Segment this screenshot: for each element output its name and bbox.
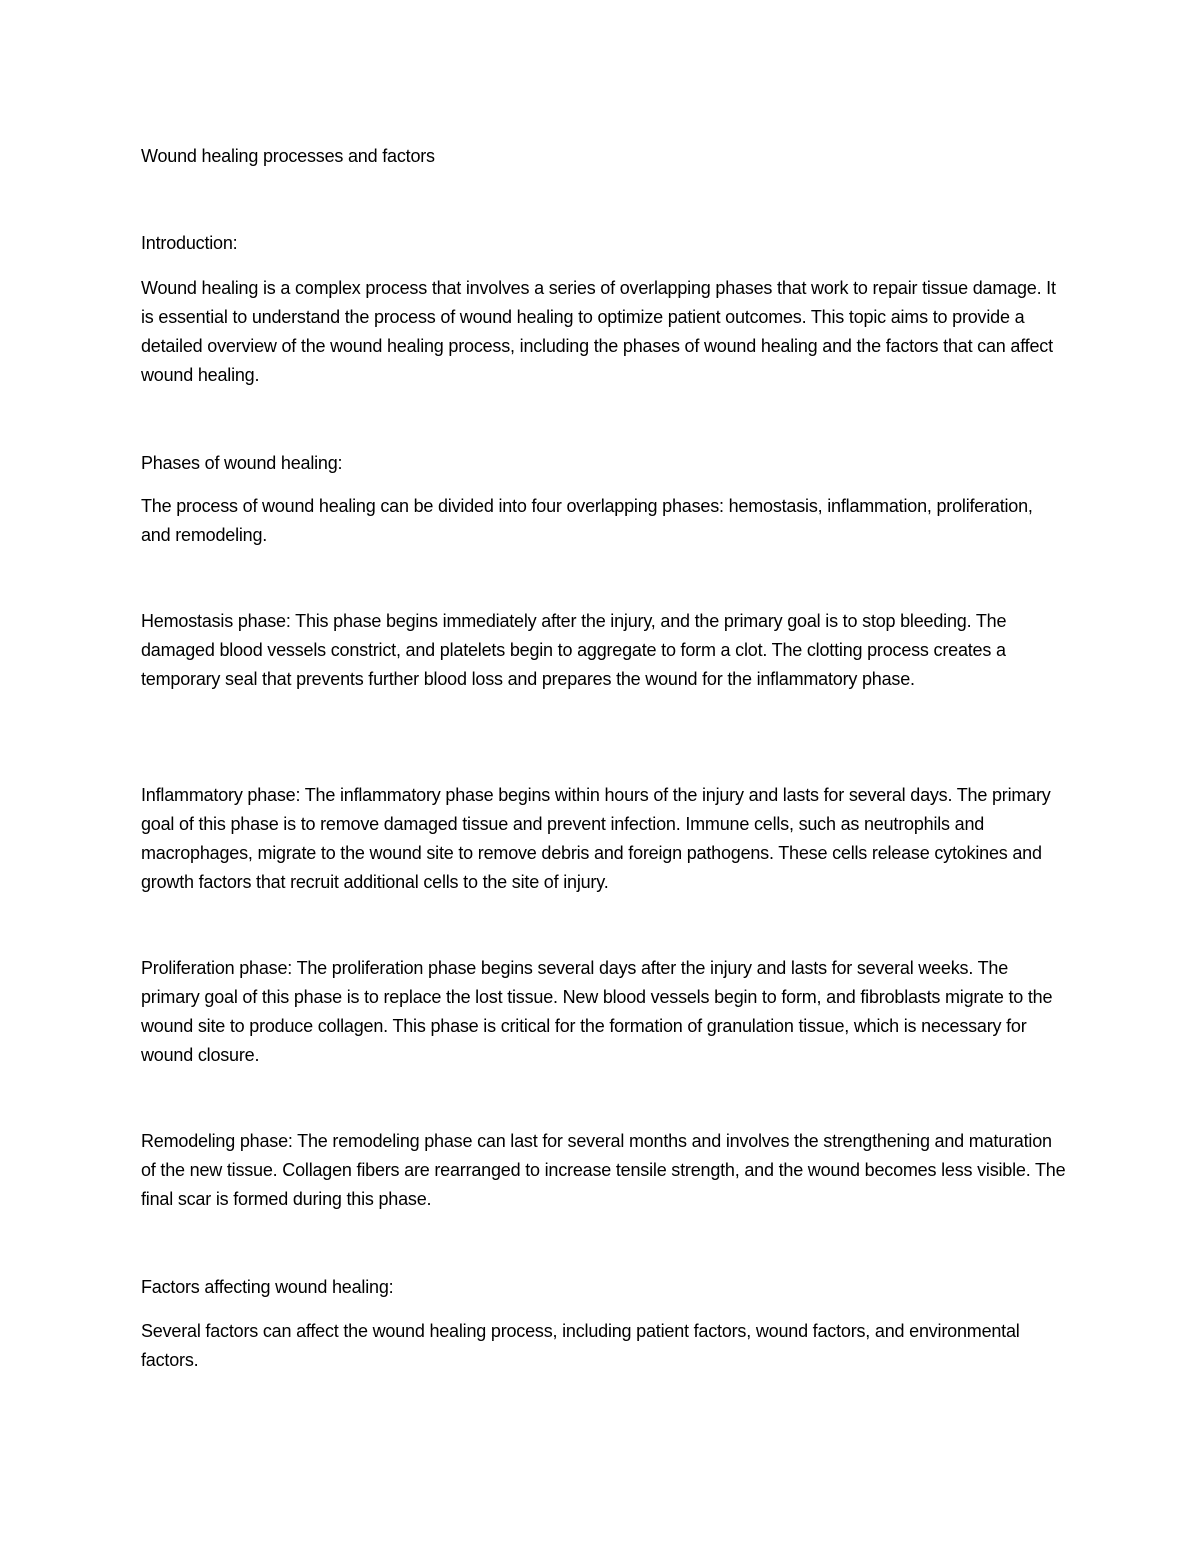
phases-paragraph: The process of wound healing can be divided into four overlapping phases: hemostasis, inflammation, proliferation, and remodeling. <box>141 496 1033 545</box>
introduction-heading: Introduction: <box>141 233 238 253</box>
inflammatory-paragraph: Inflammatory phase: The inflammatory phase begins within hours of the injury and lasts for several days. The primary goal of this phase is to remove damaged tissue and prevent infection. Immune cells, such as neutrophils and macrophages, migrate to the wound site to remove debris and foreign pathogens. These cells release cytokines and growth factors that recruit additional cells to the site of injury. <box>141 785 1051 892</box>
proliferation-paragraph: Proliferation phase: The proliferation phase begins several days after the injury and lasts for several weeks. The primary goal of this phase is to replace the lost tissue. New blood vessels begin to form, and fibroblasts migrate to the wound site to produce collagen. This phase is critical for the formation of granulation tissue, which is necessary for wound closure. <box>141 958 1053 1065</box>
hemostasis-paragraph: Hemostasis phase: This phase begins immediately after the injury, and the primary goal is to stop bleeding. The damaged blood vessels constrict, and platelets begin to aggregate to form a clot. The clotting process creates a temporary seal that prevents further blood loss and prepares the wound for the inflammatory phase. <box>141 611 1007 689</box>
remodeling-paragraph: Remodeling phase: The remodeling phase can last for several months and involves the strengthening and maturation of the new tissue. Collagen fibers are rearranged to increase tensile strength, and the wound becomes less visible. The final scar is formed during this phase. <box>141 1131 1066 1209</box>
phases-heading: Phases of wound healing: <box>141 453 343 473</box>
document-title: Wound healing processes and factors <box>141 146 435 166</box>
introduction-paragraph: Wound healing is a complex process that involves a series of overlapping phases that work to repair tissue damage. It is essential to understand the process of wound healing to optimize patient outcomes. This topic aims to provide a detailed overview of the wound healing process, including the phases of wound healing and the factors that can affect wound healing. <box>141 278 1056 385</box>
factors-heading: Factors affecting wound healing: <box>141 1277 394 1297</box>
factors-paragraph: Several factors can affect the wound healing process, including patient factors, wound factors, and environmental factors. <box>141 1321 1020 1370</box>
